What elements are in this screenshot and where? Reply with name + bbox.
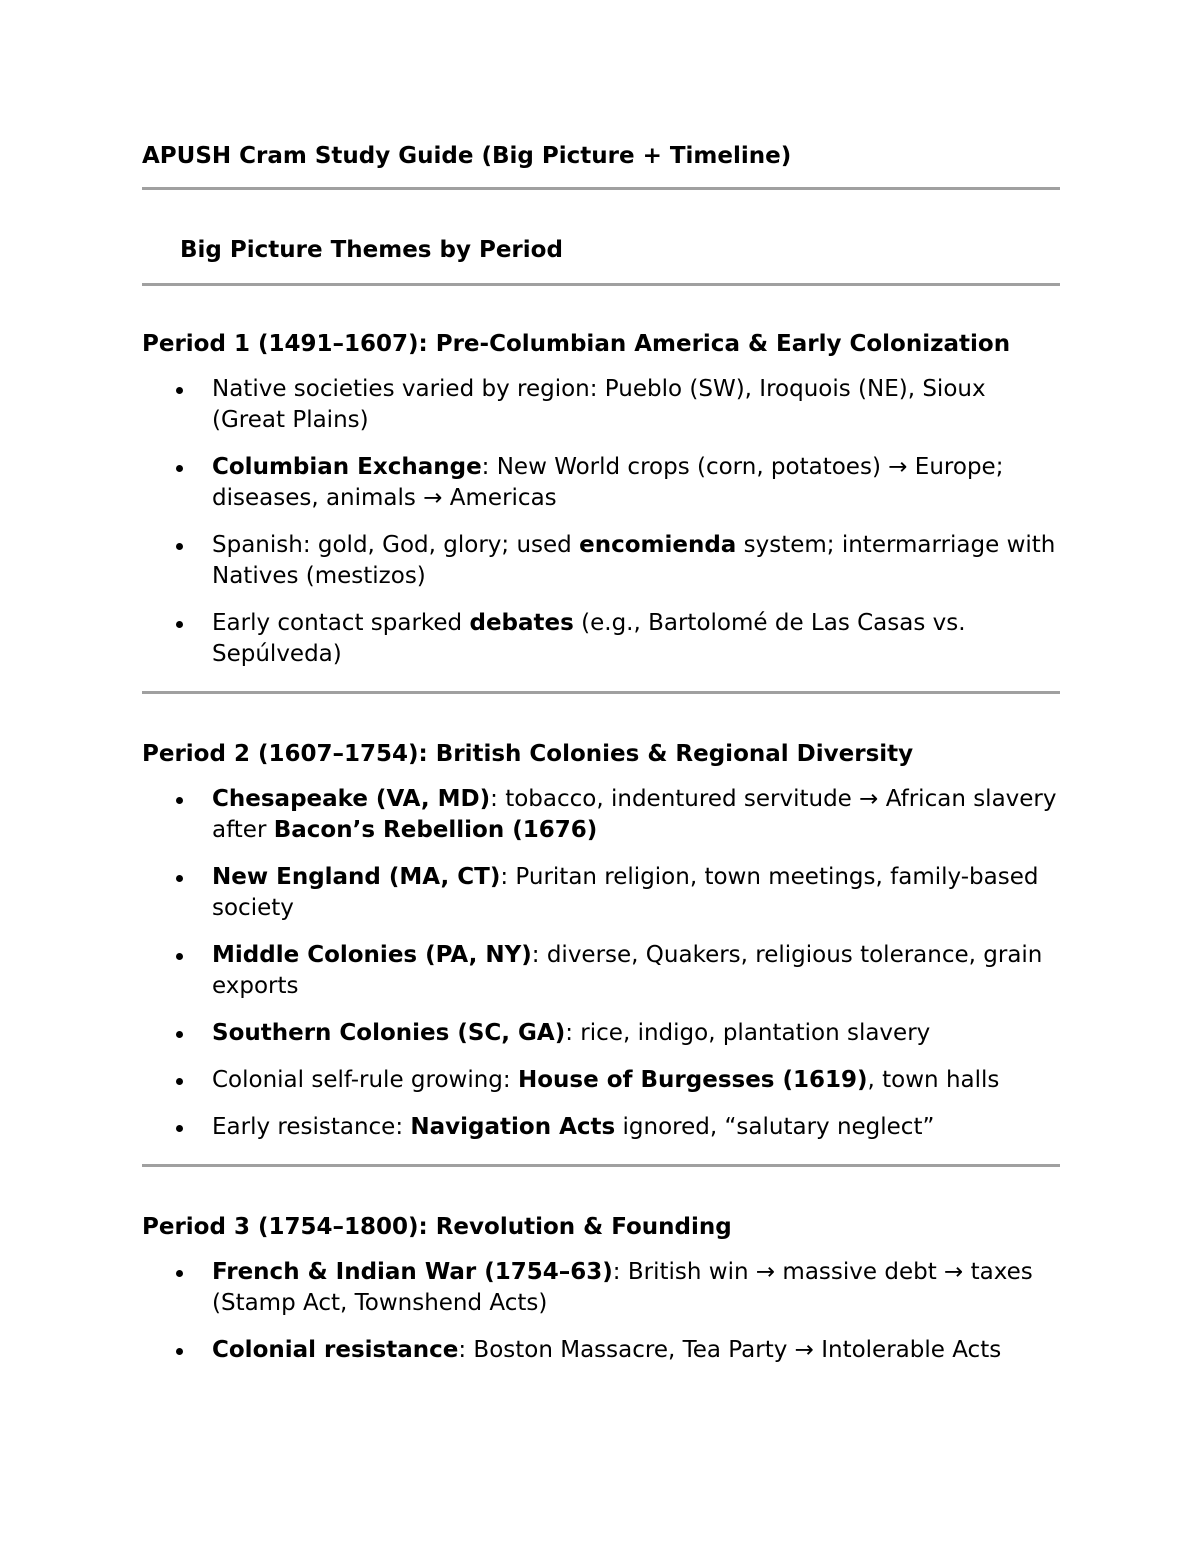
horizontal-rule xyxy=(142,187,1060,190)
list-item xyxy=(142,940,1060,1002)
list-item-text: Spanish: gold, God, glory; used xyxy=(212,532,580,558)
list-item xyxy=(142,1065,1060,1096)
period-heading: Period 3 (1754–1800): Revolution & Founding xyxy=(142,1214,732,1240)
list-item-text: Early contact sparked xyxy=(212,610,470,636)
list-item xyxy=(142,452,1060,514)
list-item-text: Colonial self-rule growing: xyxy=(212,1067,518,1093)
bold-term: Middle Colonies (PA, NY) xyxy=(212,942,532,968)
bold-term: Chesapeake (VA, MD) xyxy=(212,786,491,812)
list-item-text: : British win → massive debt → taxes (Stamp Act, Townshend Acts) xyxy=(212,1259,1033,1316)
list-item xyxy=(142,1335,1060,1366)
section-subheading: Big Picture Themes by Period xyxy=(180,237,563,263)
period-section xyxy=(142,328,1060,686)
bullet-icon xyxy=(176,953,183,960)
list-item-text: ignored, “salutary neglect” xyxy=(615,1114,935,1140)
bullet-list xyxy=(142,1257,1060,1366)
list-item-text: , town halls xyxy=(867,1067,1000,1093)
bullet-icon xyxy=(176,465,183,472)
list-item-text: : rice, indigo, plantation slavery xyxy=(565,1020,931,1046)
list-item xyxy=(142,784,1060,846)
horizontal-rule xyxy=(142,283,1060,286)
bullet-icon xyxy=(176,875,183,882)
bullet-icon xyxy=(176,1031,183,1038)
bold-term: Southern Colonies (SC, GA) xyxy=(212,1020,566,1046)
list-item-text: : New World crops (corn, potatoes) → Europe; diseases, animals → Americas xyxy=(212,454,1004,511)
horizontal-rule xyxy=(142,1164,1060,1167)
list-item-text: system; intermarriage with Natives (mestizos) xyxy=(212,532,1056,589)
period-section xyxy=(142,738,1060,1159)
list-item xyxy=(142,608,1060,670)
bold-term: Colonial resistance xyxy=(212,1337,459,1363)
bold-term: debates xyxy=(469,610,574,636)
list-item-text: Early resistance: xyxy=(212,1114,411,1140)
bullet-icon xyxy=(176,1078,183,1085)
bullet-icon xyxy=(176,1125,183,1132)
bullet-icon xyxy=(176,797,183,804)
list-item xyxy=(142,1257,1060,1319)
bullet-icon xyxy=(176,387,183,394)
bold-term: Navigation Acts xyxy=(410,1114,616,1140)
period-heading: Period 1 (1491–1607): Pre-Columbian America & Early Colonization xyxy=(142,331,1011,357)
bullet-list xyxy=(142,784,1060,1143)
list-item xyxy=(142,1018,1060,1049)
bold-term: encomienda xyxy=(579,532,737,558)
list-item xyxy=(142,862,1060,924)
bold-term: Columbian Exchange xyxy=(212,454,482,480)
list-item-text: (e.g., Bartolomé de Las Casas vs. Sepúlveda) xyxy=(212,610,966,667)
list-item-text: : Puritan religion, town meetings, family-based society xyxy=(212,864,1039,921)
list-item-text: : tobacco, indentured servitude → African slavery after xyxy=(212,786,1057,843)
bold-term: French & Indian War (1754–63) xyxy=(212,1259,613,1285)
list-item xyxy=(142,530,1060,592)
period-section xyxy=(142,1211,1060,1382)
list-item xyxy=(142,374,1060,436)
bold-term: Bacon’s Rebellion (1676) xyxy=(273,817,598,843)
bullet-icon xyxy=(176,1348,183,1355)
bold-term: New England (MA, CT) xyxy=(212,864,501,890)
list-item-text: : Boston Massacre, Tea Party → Intolerable Acts xyxy=(458,1337,1002,1363)
bullet-icon xyxy=(176,543,183,550)
period-heading: Period 2 (1607–1754): British Colonies & Regional Diversity xyxy=(142,741,914,767)
list-item-text: : diverse, Quakers, religious tolerance, grain exports xyxy=(212,942,1043,999)
horizontal-rule xyxy=(142,691,1060,694)
bullet-icon xyxy=(176,621,183,628)
list-item-text: Native societies varied by region: Pueblo (SW), Iroquois (NE), Sioux (Great Plains) xyxy=(212,376,986,433)
bold-term: House of Burgesses (1619) xyxy=(517,1067,868,1093)
bullet-list xyxy=(142,374,1060,670)
document-title: APUSH Cram Study Guide (Big Picture + Timeline) xyxy=(142,143,792,169)
list-item xyxy=(142,1112,1060,1143)
bullet-icon xyxy=(176,1270,183,1277)
